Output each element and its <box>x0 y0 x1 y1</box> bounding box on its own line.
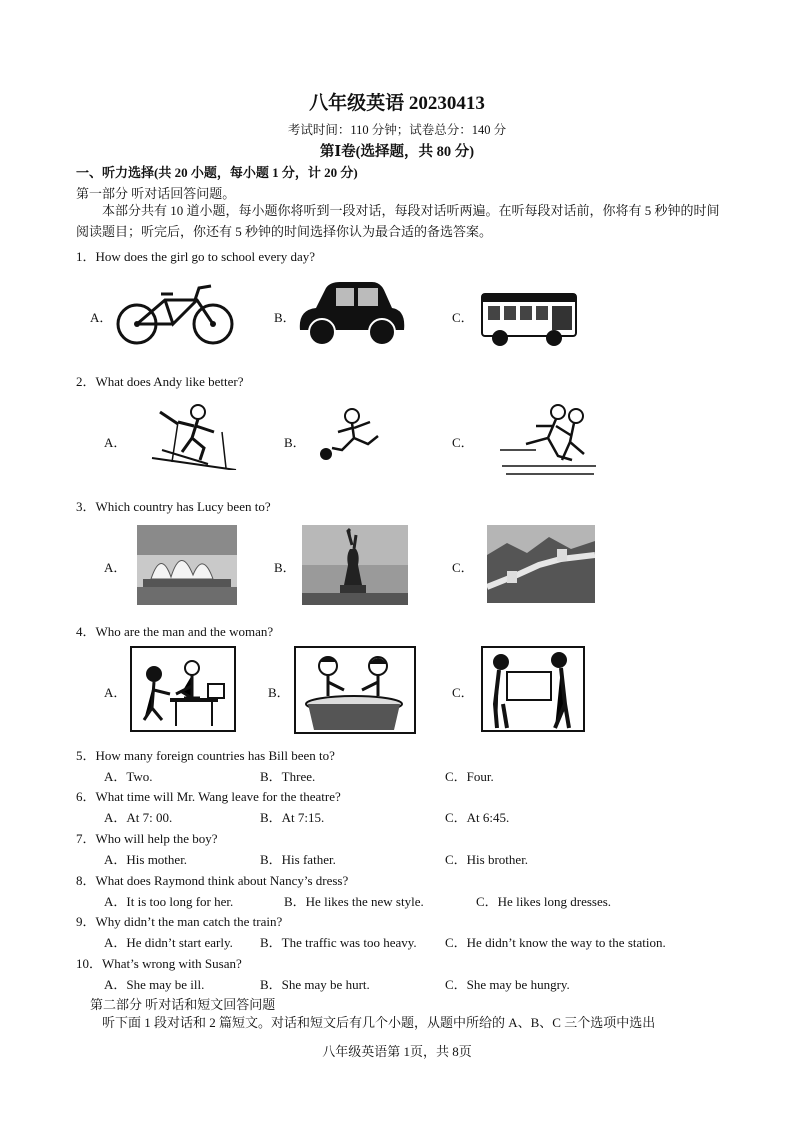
q4-option-a: A． <box>104 685 127 700</box>
q7-option-c: C．His brother. <box>445 852 529 867</box>
q6-option-b: B．At 7:15. <box>260 810 325 825</box>
question-7: 7．Who will help the boy? <box>76 831 218 846</box>
running-image <box>496 400 600 478</box>
part1-title: 第一部分 听对话回答问题。 <box>76 186 236 201</box>
bicycle-image <box>115 278 235 348</box>
q1-option-a: A． <box>90 310 113 325</box>
q9-option-b: B．The traffic was too heavy. <box>260 935 417 950</box>
question-4: 4．Who are the man and the woman? <box>76 624 274 639</box>
q5-option-b: B．Three. <box>260 769 316 784</box>
part1-intro: 本部分共有 10 道小题，每小题你将听到一段对话，每段对话听两遍。在听每段对话前，你将有 5 秒钟的时间阅读题目；听完后，你还有 5 秒钟的时间选择你认为最合适的备选答案。 <box>76 203 720 239</box>
question-3: 3．Which country has Lucy been to? <box>76 499 271 514</box>
question-6: 6．What time will Mr. Wang leave for the theatre? <box>76 789 341 804</box>
q2-option-b: B． <box>284 435 306 450</box>
volume-heading: 第Ⅰ卷(选择题，共 80 分) <box>319 144 475 160</box>
question-8: 8．What does Raymond think about Nancy’s dress? <box>76 873 349 888</box>
moving-box-image <box>481 646 585 732</box>
restaurant-image <box>294 646 416 734</box>
skiing-image <box>148 402 242 470</box>
question-1: 1．How does the girl go to school every day? <box>76 249 316 264</box>
section-heading: 一、听力选择(共 20 小题，每小题 1 分，计 20 分) <box>76 165 358 180</box>
bus-image <box>480 290 578 350</box>
soccer-image <box>316 406 396 464</box>
q7-option-b: B．His father. <box>260 852 336 867</box>
q2-option-c: C． <box>452 435 474 450</box>
doctor-patient-image <box>130 646 236 732</box>
q2-option-a: A． <box>104 435 127 450</box>
q6-option-c: C．At 6:45. <box>445 810 510 825</box>
exam-meta: 考试时间：110 分钟；试卷总分：140 分 <box>287 123 507 137</box>
q10-option-c: C．She may be hungry. <box>445 977 570 992</box>
q8-option-c: C．He likes long dresses. <box>476 894 612 909</box>
car-image <box>296 280 408 348</box>
q8-option-a: A．It is too long for her. <box>104 894 234 909</box>
page-title: 八年级英语 20230413 <box>309 93 485 114</box>
q10-option-b: B．She may be hurt. <box>260 977 370 992</box>
q7-option-a: A．His mother. <box>104 852 188 867</box>
question-9: 9．Why didn’t the man catch the train? <box>76 914 283 929</box>
q4-option-b: B． <box>268 685 290 700</box>
question-2: 2．What does Andy like better? <box>76 374 244 389</box>
q3-option-c: C． <box>452 560 474 575</box>
q9-option-a: A．He didn’t start early. <box>104 935 233 950</box>
page-footer: 八年级英语第 1页，共 8页 <box>322 1044 472 1059</box>
q1-option-c: C． <box>452 310 474 325</box>
opera-house-image <box>137 525 237 605</box>
q3-option-a: A． <box>104 560 127 575</box>
q9-option-c: C．He didn’t know the way to the station. <box>445 935 666 950</box>
q6-option-a: A．At 7: 00. <box>104 810 173 825</box>
q10-option-a: A．She may be ill. <box>104 977 205 992</box>
question-10: 10．What’s wrong with Susan? <box>76 956 242 971</box>
statue-of-liberty-image <box>302 525 408 605</box>
q1-option-b: B． <box>274 310 296 325</box>
q3-option-b: B． <box>274 560 296 575</box>
q4-option-c: C． <box>452 685 474 700</box>
part2-intro: 听下面 1 段对话和 2 篇短文。对话和短文后有几个小题，从题中所给的 A、B、C 三个选项中选出 <box>102 1015 656 1030</box>
part2-title: 第二部分 听对话和短文回答问题 <box>90 997 276 1012</box>
question-5: 5．How many foreign countries has Bill been to? <box>76 748 335 763</box>
q5-option-c: C．Four. <box>445 769 494 784</box>
great-wall-image <box>487 525 595 603</box>
q8-option-b: B．He likes the new style. <box>284 894 424 909</box>
q5-option-a: A．Two. <box>104 769 153 784</box>
